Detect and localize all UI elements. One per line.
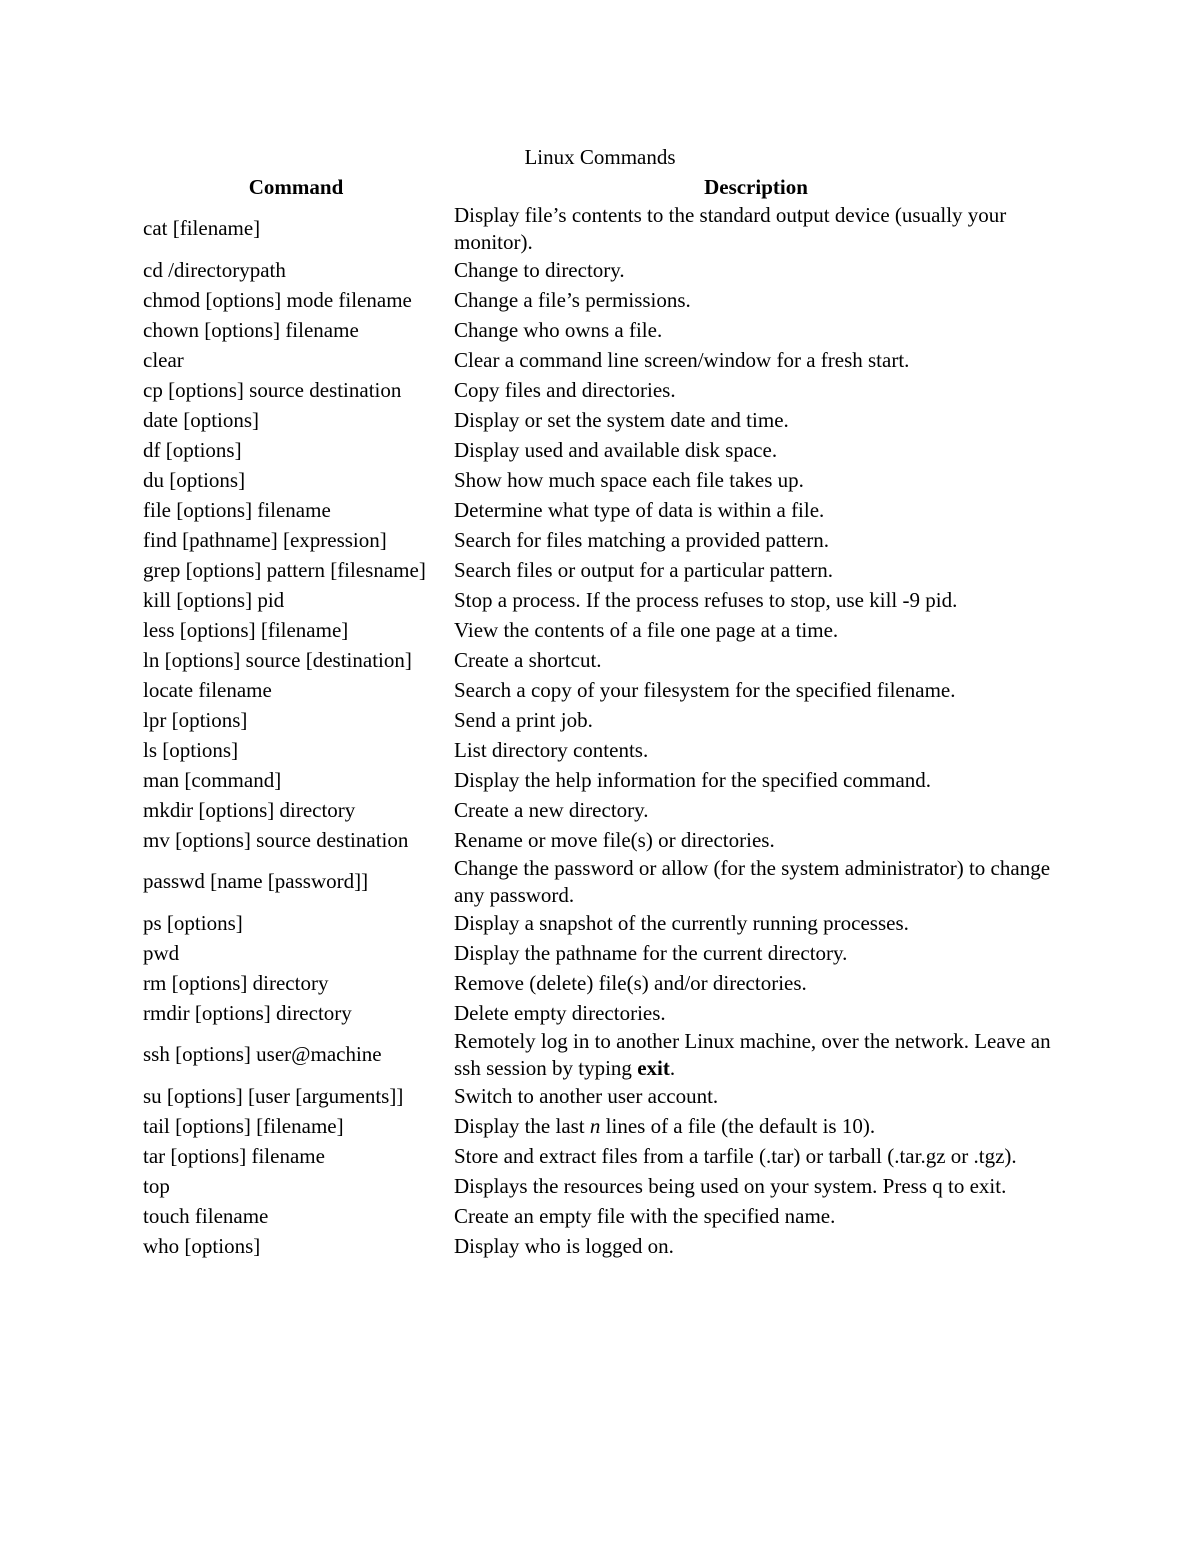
table-row <box>138 405 1058 435</box>
description-cell: Display file’s contents to the standard output device (usually your monitor). <box>454 203 1007 254</box>
table-row <box>138 375 1058 405</box>
command-cell: ps [options] <box>143 910 243 935</box>
description-end-text: . <box>669 1055 676 1080</box>
table-row <box>138 968 1058 998</box>
description-bold-text: exit <box>637 1055 670 1080</box>
command-cell: less [options] [filename] <box>143 617 349 642</box>
description-cell: Display who is logged on. <box>454 1233 674 1258</box>
command-cell: cd /directorypath <box>143 257 286 282</box>
command-cell: tar [options] filename <box>143 1143 325 1168</box>
description-cell: Display used and available disk space. <box>454 437 778 462</box>
header-command: Command <box>248 174 344 199</box>
description-cell: Switch to another user account. <box>454 1083 719 1108</box>
description-cell: Store and extract files from a tarfile (.tar) or tarball (.tar.gz or .tgz). <box>454 1143 1017 1168</box>
description-cell: Create a shortcut. <box>454 647 602 672</box>
description-cell: Remove (delete) file(s) and/or directories. <box>454 970 807 995</box>
table-row <box>138 525 1058 555</box>
command-cell: kill [options] pid <box>143 587 285 612</box>
table-row <box>138 998 1058 1028</box>
command-cell: df [options] <box>143 437 242 462</box>
description-text: Remotely log in to another Linux machine, over the network. <box>454 1029 969 1053</box>
command-cell: cat [filename] <box>143 216 261 241</box>
command-cell: rm [options] directory <box>143 970 329 995</box>
table-row <box>138 1171 1058 1201</box>
table-row <box>138 555 1058 585</box>
table-row <box>138 735 1058 765</box>
description-cell: Display the pathname for the current directory. <box>454 940 848 965</box>
table-row <box>138 938 1058 968</box>
description-cell <box>449 1028 1058 1081</box>
command-cell: clear <box>143 347 184 372</box>
description-italic-text: n <box>589 1113 601 1138</box>
description-cell <box>449 1111 1058 1141</box>
table-row <box>138 585 1058 615</box>
command-cell: mkdir [options] directory <box>143 797 356 822</box>
table-row <box>138 908 1058 938</box>
command-cell: chmod [options] mode filename <box>143 287 412 312</box>
description-cell: Stop a process. If the process refuses to stop, use kill -9 pid. <box>454 587 958 612</box>
command-cell: top <box>143 1173 170 1198</box>
description-cell: Determine what type of data is within a file. <box>454 497 825 522</box>
command-cell: su [options] [user [arguments]] <box>143 1083 404 1108</box>
table-row <box>138 675 1058 705</box>
table-row <box>138 615 1058 645</box>
table-row <box>138 315 1058 345</box>
command-cell: cp [options] source destination <box>143 377 402 402</box>
description-cell: Displays the resources being used on your system. Press q to exit. <box>454 1173 1007 1198</box>
table-row <box>138 202 1058 255</box>
table-row <box>138 1231 1058 1261</box>
description-cell: Create a new directory. <box>454 797 649 822</box>
description-cell: Display a snapshot of the currently running processes. <box>454 910 909 935</box>
command-cell: file [options] filename <box>143 497 331 522</box>
description-cell: Search a copy of your filesystem for the specified filename. <box>454 677 956 702</box>
command-cell: mv [options] source destination <box>143 827 409 852</box>
table-row <box>138 465 1058 495</box>
command-cell: rmdir [options] directory <box>143 1000 352 1025</box>
table-row <box>138 255 1058 285</box>
command-cell: passwd [name [password]] <box>143 869 369 894</box>
table-row <box>138 1111 1058 1141</box>
table-row <box>138 1081 1058 1111</box>
description-cell: Send a print job. <box>454 707 593 732</box>
table-row <box>138 855 1058 908</box>
table-row <box>138 495 1058 525</box>
description-cell: Change who owns a file. <box>454 317 663 342</box>
commands-table <box>138 172 1058 1261</box>
description-cell: View the contents of a file one page at a time. <box>454 617 839 642</box>
table-row <box>138 765 1058 795</box>
command-cell: ssh [options] user@machine <box>143 1042 382 1067</box>
table-row <box>138 1141 1058 1171</box>
table-row <box>138 825 1058 855</box>
command-cell: man [command] <box>143 767 282 792</box>
description-cell: Display or set the system date and time. <box>454 407 789 432</box>
table-row <box>138 705 1058 735</box>
description-text-2: Leave an ssh session by typing <box>454 1029 1051 1080</box>
table-row <box>138 435 1058 465</box>
description-cell: List directory contents. <box>454 737 649 762</box>
command-cell: ls [options] <box>143 737 239 762</box>
command-cell: locate filename <box>143 677 272 702</box>
description-cell: Change to directory. <box>454 257 625 282</box>
command-cell: pwd <box>143 940 180 965</box>
command-cell: touch filename <box>143 1203 269 1228</box>
table-row <box>138 795 1058 825</box>
description-cell: Delete empty directories. <box>454 1000 666 1025</box>
description-cell: Search for files matching a provided pattern. <box>454 527 829 552</box>
description-cell: Change a file’s permissions. <box>454 287 691 312</box>
command-cell: who [options] <box>143 1233 261 1258</box>
command-cell: tail [options] [filename] <box>143 1113 344 1138</box>
command-cell: ln [options] source [destination] <box>143 647 412 672</box>
description-text: Display the last <box>454 1113 585 1138</box>
command-cell: date [options] <box>143 407 260 432</box>
table-body <box>138 202 1058 1261</box>
table-row <box>138 285 1058 315</box>
description-cell: Clear a command line screen/window for a fresh start. <box>454 347 910 372</box>
table-row <box>138 345 1058 375</box>
header-description: Description <box>704 174 808 199</box>
command-cell: find [pathname] [expression] <box>143 527 387 552</box>
command-cell: grep [options] pattern [filesname] <box>143 557 426 582</box>
table-header-row <box>138 172 1058 202</box>
description-cell: Change the password or allow (for the system administrator) to change any password. <box>454 856 1051 907</box>
description-cell: Rename or move file(s) or directories. <box>454 827 775 852</box>
description-cell: Display the help information for the specified command. <box>454 767 932 792</box>
description-cell: Copy files and directories. <box>454 377 676 402</box>
command-cell: chown [options] filename <box>143 317 359 342</box>
table-row <box>138 645 1058 675</box>
description-cell: Search files or output for a particular pattern. <box>454 557 834 582</box>
description-end-text: lines of a file (the default is 10). <box>605 1113 876 1138</box>
page-title: Linux Commands <box>524 145 676 169</box>
command-cell: du [options] <box>143 467 246 492</box>
description-cell: Create an empty file with the specified name. <box>454 1203 836 1228</box>
command-cell: lpr [options] <box>143 707 248 732</box>
table-row <box>138 1201 1058 1231</box>
table-row <box>138 1028 1058 1081</box>
description-cell: Show how much space each file takes up. <box>454 467 804 492</box>
